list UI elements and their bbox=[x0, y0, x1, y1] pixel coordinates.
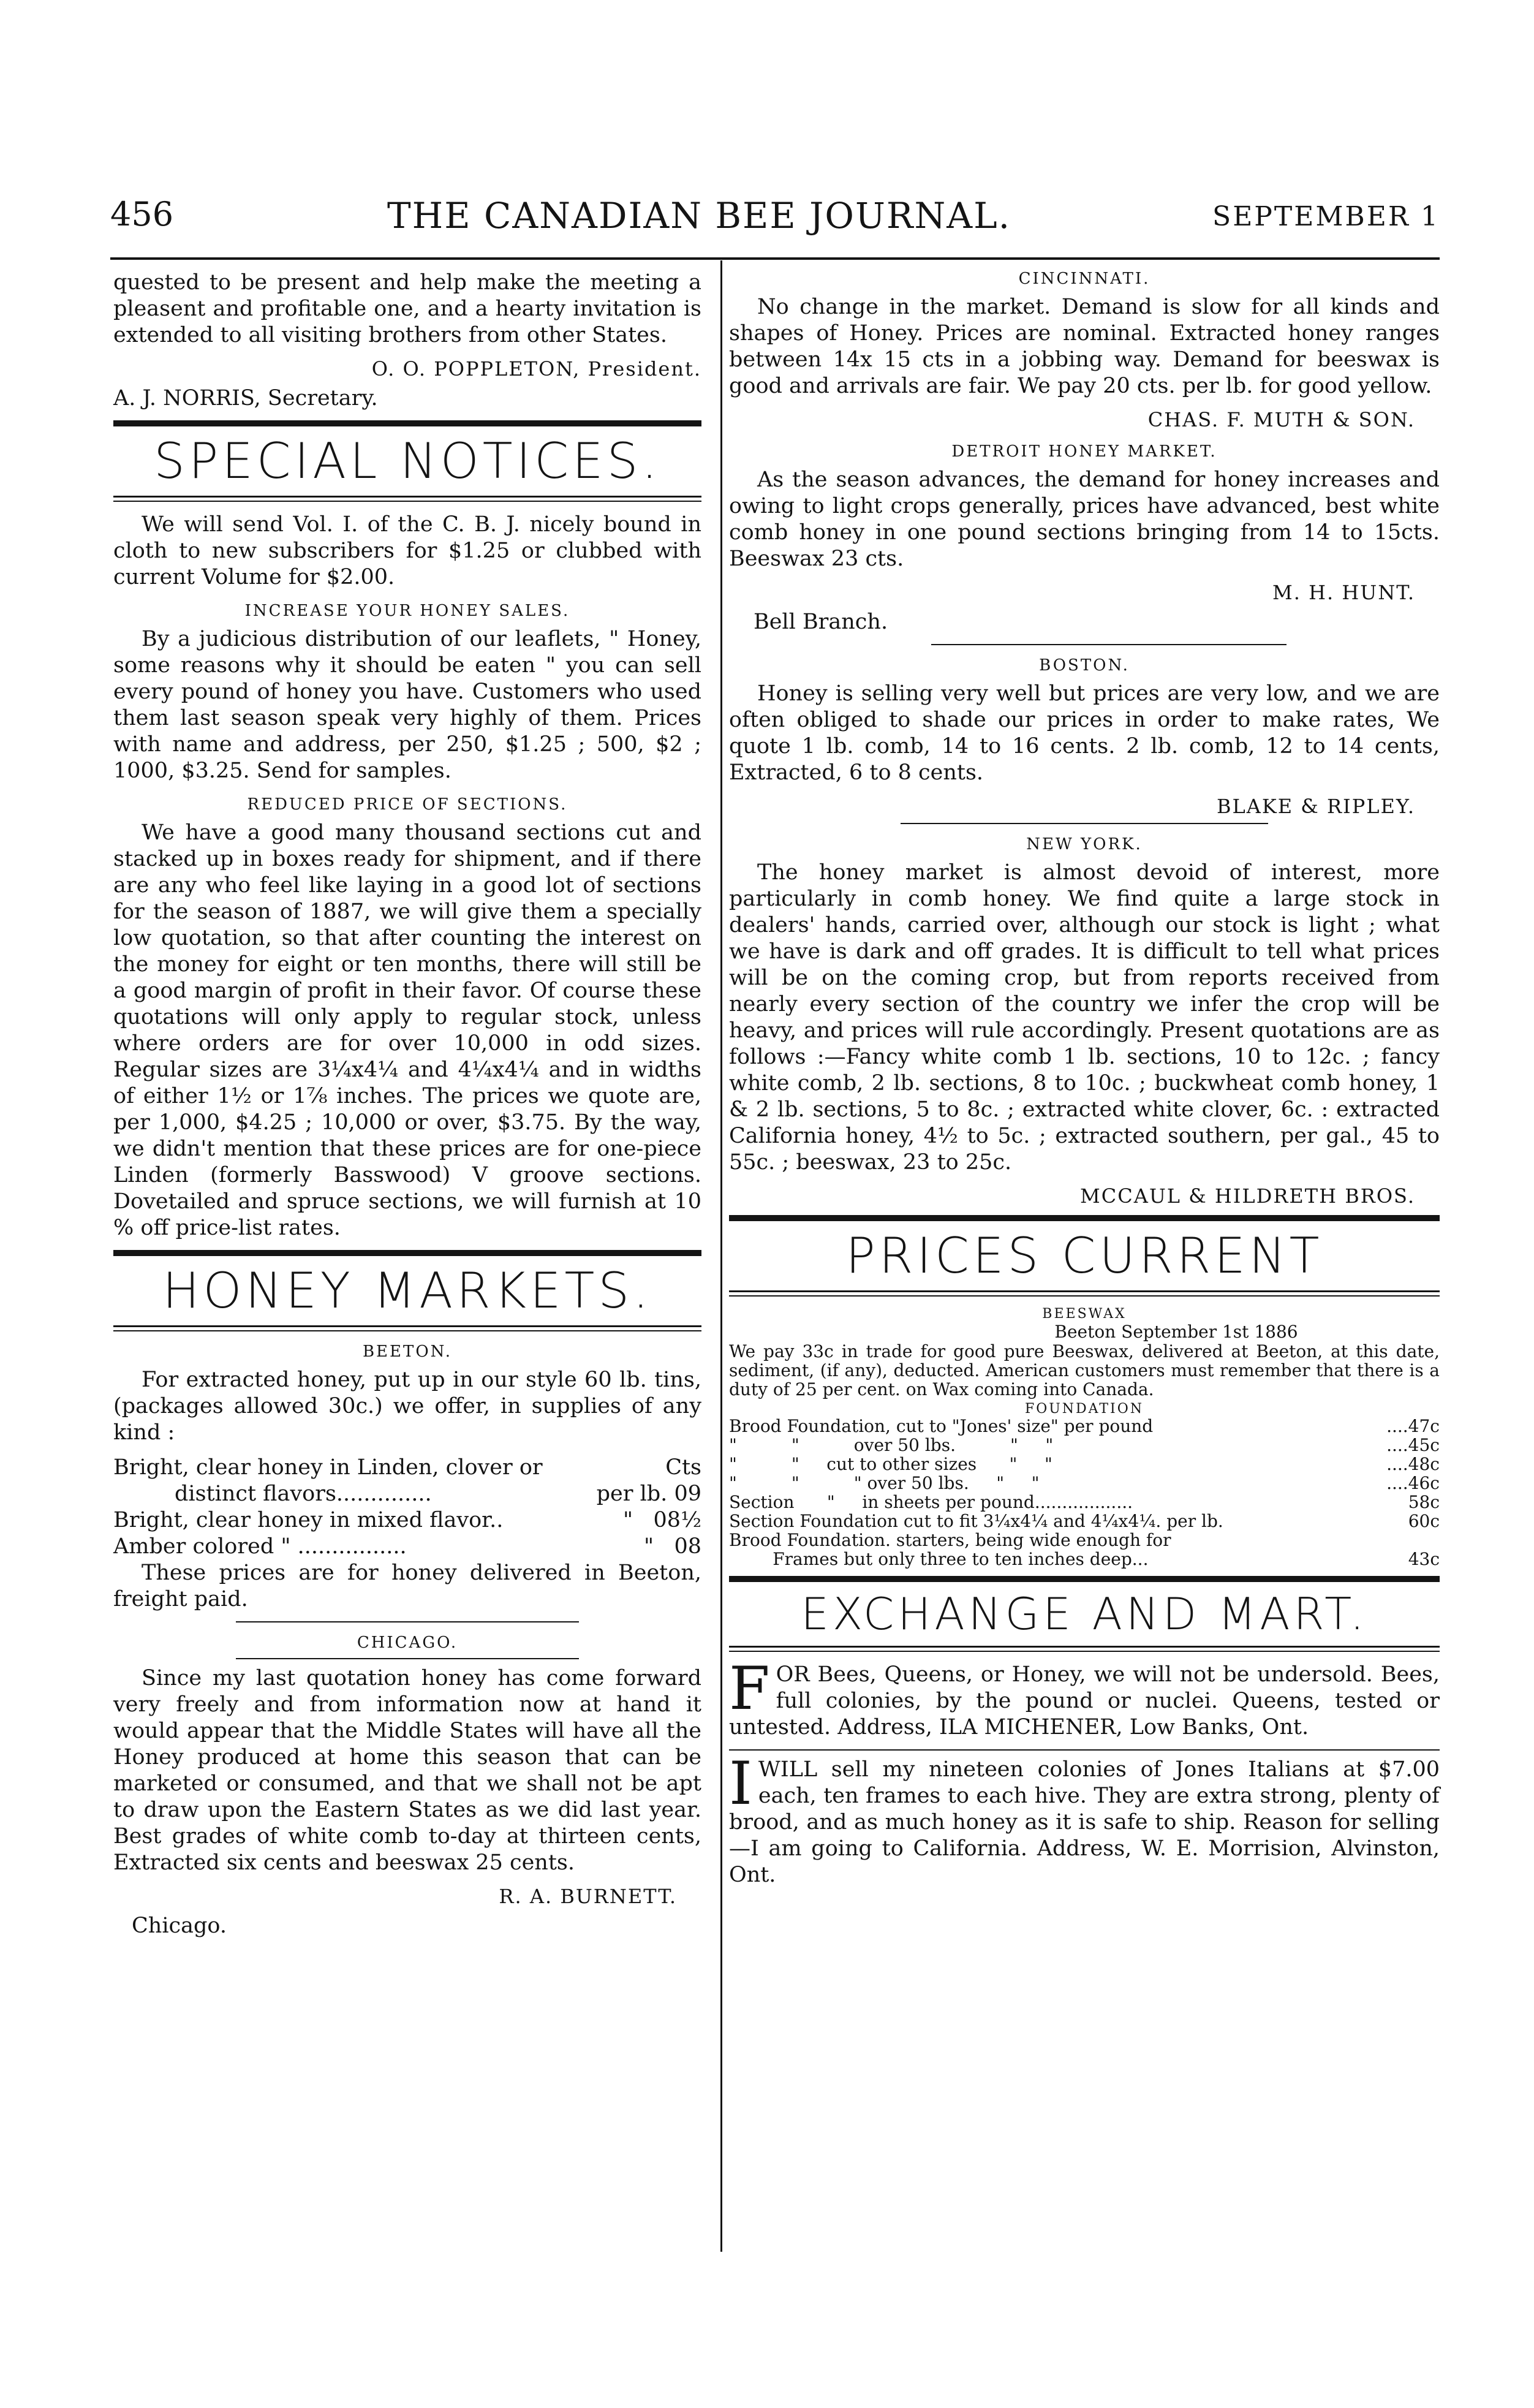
detroit-place: Bell Branch. bbox=[754, 610, 888, 634]
foundation-row bbox=[729, 1455, 1440, 1474]
price-row bbox=[113, 1507, 701, 1534]
section-rule bbox=[729, 1646, 1440, 1652]
foundation-price: 58c bbox=[1408, 1492, 1440, 1512]
dateline: Beeton September 1st 1886 bbox=[1054, 1322, 1298, 1342]
secretary-signature: A. J. NORRIS, Secretary. bbox=[113, 386, 378, 411]
running-header bbox=[110, 195, 1440, 250]
section-rule bbox=[729, 1576, 1440, 1582]
price-unit: per lb. bbox=[596, 1482, 668, 1506]
classified-ad-bees bbox=[729, 1654, 1440, 1741]
foundation-label: Section " in sheets per pound.................. bbox=[729, 1492, 1133, 1512]
page-number: 456 bbox=[110, 195, 174, 233]
foundation-label: " " over 50 lbs. " " bbox=[729, 1435, 1054, 1455]
price-unit: " bbox=[623, 1508, 633, 1532]
right-column bbox=[729, 270, 1440, 1897]
foundation-row bbox=[729, 1550, 1440, 1569]
foundation-subheading: FOUNDATION bbox=[1024, 1401, 1144, 1417]
price-row bbox=[113, 1534, 701, 1560]
price-label: Amber colored " ................ bbox=[113, 1534, 407, 1559]
cincinnati-paragraph: No change in the market. Demand is slow for all kinds and shapes of Honey. Prices are nominal. Extracted honey ranges between 14x 15 cts in a jobbing way. Demand for beeswax is good and arrivals are fair. We pay 20 cts. per lb. for good yellow. bbox=[729, 295, 1440, 398]
price-unit: " bbox=[643, 1534, 654, 1559]
journal-title: THE CANADIAN BEE JOURNAL. bbox=[387, 195, 1011, 237]
beeswax-subheading: BEESWAX bbox=[1042, 1306, 1127, 1322]
price-row bbox=[113, 1455, 701, 1481]
sales-subheading: INCREASE YOUR HONEY SALES. bbox=[244, 602, 570, 620]
foundation-price: 60c bbox=[1408, 1511, 1440, 1531]
new-york-subheading: NEW YORK. bbox=[1026, 835, 1143, 854]
section-rule bbox=[729, 1290, 1440, 1297]
classified-ad-colonies bbox=[729, 1749, 1440, 1888]
price-value: 08½ bbox=[653, 1508, 701, 1532]
foundation-row bbox=[729, 1417, 1440, 1436]
sections-subheading: REDUCED PRICE OF SECTIONS. bbox=[247, 795, 568, 814]
foundation-label: " " " over 50 lbs. " " bbox=[729, 1473, 1040, 1493]
ad-text: WILL sell my nineteen colonies of Jones Italians at $7.00 each, ten frames to each hive. They are extra strong, plenty of brood, and as much honey as it is safe to ship. Reason for selling—I am going to California. Address, W. E. Morrision, Alvinston, Ont. bbox=[729, 1757, 1440, 1887]
meeting-notice: quested to be present and help make the meeting a pleasent and profitable one, and a hearty invitation is extended to all visiting brothers from other States. bbox=[113, 270, 701, 347]
new-york-paragraph: The honey market is almost devoid of interest, more particularly in comb honey. We find quite a large stock in dealers' hands, carried over, although our stock is light ; what we have is dark and off grades. It is difficult to tell what prices will be on the coming crop, but from reports received from nearly every section of the country we infer the crop will be heavy, and prices will rule accordingly. Present quotations are as follows :—Fancy white comb 1 lb. sections, 10 to 12c. ; fancy white comb, 2 lb. sections, 8 to 10c. ; buckwheat comb honey, 1 & 2 lb. sections, 5 to 8c. ; extracted white clover, 6c. : extracted California honey, 4½ to 5c. ; extracted southern, per gal., 45 to 55c. ; beeswax, 23 to 25c. bbox=[729, 860, 1440, 1175]
chicago-paragraph: Since my last quotation honey has come forward very freely and from information now at hand it would appear that the Middle States will have all the Honey produced at home this season that can be marketed or consumed, and that we shall not be apt to draw upon the Eastern States as we did last year. Best grades of white comb to-day at thirteen cents, Extracted six cents and beeswax 25 cents. bbox=[113, 1666, 701, 1875]
chicago-signature: R. A. BURNETT. bbox=[499, 1885, 677, 1908]
sections-paragraph: We have a good many thousand sections cut and stacked up in boxes ready for shipment, and if there are any who feel like laying in a good lot of sections for the season of 1887, we will give them a specially low quotation, so that after counting the interest on the money for eight or ten months, there will still be a good margin of profit in their favor. Of course these quotations will only apply to regular stock, unless where orders are for over 10,000 in odd sizes. Regular sizes are 3¼x4¼ and 4¼x4¼ and in widths of either 1½ or 1⅞ inches. The prices we quote are, per 1,000, $4.25 ; 10,000 or over, $3.75. By the way, we didn't mention that these prices are for one-piece Linden (formerly Basswood) V groove sections. Dovetailed and spruce sections, we will furnish at 10 % off price-list rates. bbox=[113, 820, 701, 1240]
beeton-note: These prices are for honey delivered in Beeton, freight paid. bbox=[113, 1561, 701, 1611]
beeton-paragraph: For extracted honey, put up in our style 60 lb. tins, (packages allowed 30c.) we offer, in supplies of any kind : bbox=[113, 1368, 701, 1445]
beeswax-paragraph: We pay 33c in trade for good pure Beeswax, delivered at Beeton, at this date, sediment, (if any), deducted. American customers must remember that there is a duty of 25 per cent. on Wax coming into Canada. bbox=[729, 1341, 1440, 1399]
volume-notice: We will send Vol. I. of the C. B. J. nicely bound in cloth to new subscribers for $1.25 or clubbed with current Volume for $2.00. bbox=[113, 512, 701, 589]
foundation-row bbox=[729, 1493, 1440, 1512]
foundation-price: ....47c bbox=[1386, 1416, 1440, 1436]
divider bbox=[236, 1658, 579, 1659]
cincinnati-signature: CHAS. F. MUTH & SON. bbox=[1147, 408, 1415, 431]
boston-paragraph: Honey is selling very well but prices are very low, and we are often obliged to shade our prices in order to make rates, We quote 1 lb. comb, 14 to 16 cents. 2 lb. comb, 12 to 14 cents, Extracted, 6 to 8 cents. bbox=[729, 681, 1440, 785]
cincinnati-subheading: CINCINNATI. bbox=[1018, 270, 1150, 288]
chicago-subheading: CHICAGO. bbox=[357, 1634, 458, 1652]
drop-cap: F bbox=[729, 1654, 770, 1723]
foundation-price: 43c bbox=[1408, 1549, 1440, 1569]
price-label: Bright, clear honey in Linden, clover or bbox=[113, 1455, 543, 1480]
ad-divider bbox=[729, 1749, 1440, 1751]
foundation-label: Frames but only three to ten inches deep... bbox=[729, 1549, 1149, 1569]
price-label: Bright, clear honey in mixed flavor.. bbox=[113, 1508, 504, 1532]
foundation-row bbox=[729, 1512, 1440, 1531]
section-rule bbox=[113, 1325, 701, 1331]
foundation-price-list bbox=[729, 1417, 1440, 1569]
section-rule bbox=[113, 420, 701, 426]
price-label: distinct flavors.............. bbox=[175, 1482, 432, 1506]
foundation-label: Section Foundation cut to fit 3¼x4¼ and 4¼x4¼. per lb. bbox=[729, 1511, 1223, 1531]
detroit-paragraph: As the season advances, the demand for honey increases and owing to light crops generally, prices have advanced, best white comb honey in one pound sections bringing from 14 to 15cts. Beeswax 23 cts. bbox=[729, 468, 1440, 571]
special-notices-heading: SPECIAL NOTICES. bbox=[154, 433, 661, 490]
prices-current-heading: PRICES CURRENT bbox=[845, 1227, 1323, 1284]
president-signature: O. O. POPPLETON, President. bbox=[371, 357, 701, 381]
foundation-price: ....48c bbox=[1386, 1454, 1440, 1474]
detroit-signature: M. H. HUNT. bbox=[1272, 581, 1415, 604]
column-divider bbox=[720, 260, 722, 2252]
new-york-signature: MCCAUL & HILDRETH BROS. bbox=[1079, 1184, 1415, 1208]
section-rule bbox=[113, 1250, 701, 1256]
sales-paragraph: By a judicious distribution of our leaflets, " Honey, some reasons why it should be eaten " you can sell every pound of honey you have. Customers who used them last season speak very highly of them. Prices with name and address, per 250, $1.25 ; 500, $2 ; 1000, $3.25. Send for samples. bbox=[113, 627, 701, 783]
foundation-row bbox=[729, 1436, 1440, 1455]
price-value: 09 bbox=[674, 1482, 701, 1506]
chicago-place: Chicago. bbox=[132, 1914, 227, 1938]
divider bbox=[931, 644, 1287, 645]
drop-cap: I bbox=[729, 1749, 752, 1818]
foundation-price: ....46c bbox=[1386, 1473, 1440, 1493]
beeton-subheading: BEETON. bbox=[362, 1342, 453, 1361]
foundation-label: " " cut to other sizes " " bbox=[729, 1454, 1052, 1474]
foundation-label: Brood Foundation, cut to "Jones' size" per pound bbox=[729, 1416, 1154, 1436]
foundation-row bbox=[729, 1474, 1440, 1493]
left-column bbox=[113, 270, 701, 1948]
exchange-heading: EXCHANGE AND MART. bbox=[801, 1588, 1368, 1640]
detroit-subheading: DETROIT HONEY MARKET. bbox=[951, 442, 1217, 461]
divider bbox=[901, 823, 1268, 824]
price-table bbox=[113, 1455, 701, 1560]
boston-signature: BLAKE & RIPLEY. bbox=[1216, 795, 1415, 818]
price-value: Cts bbox=[665, 1455, 701, 1480]
foundation-price: ....45c bbox=[1386, 1435, 1440, 1455]
section-rule bbox=[113, 496, 701, 502]
foundation-label: Brood Foundation. starters, being wide enough for bbox=[729, 1530, 1171, 1550]
boston-subheading: BOSTON. bbox=[1039, 656, 1130, 675]
price-row bbox=[113, 1481, 701, 1507]
section-rule bbox=[729, 1215, 1440, 1221]
header-rule bbox=[110, 257, 1440, 260]
issue-date: SEPTEMBER 1 bbox=[1212, 201, 1440, 232]
ad-text: OR Bees, Queens, or Honey, we will not be undersold. Bees, full colonies, by the pound or nuclei. Queens, tested or untested. Address, ILA MICHENER, Low Banks, Ont. bbox=[729, 1662, 1440, 1740]
honey-markets-heading: HONEY MARKETS. bbox=[162, 1262, 652, 1319]
divider bbox=[236, 1621, 579, 1622]
price-value: 08 bbox=[674, 1534, 701, 1559]
foundation-row bbox=[729, 1531, 1440, 1550]
